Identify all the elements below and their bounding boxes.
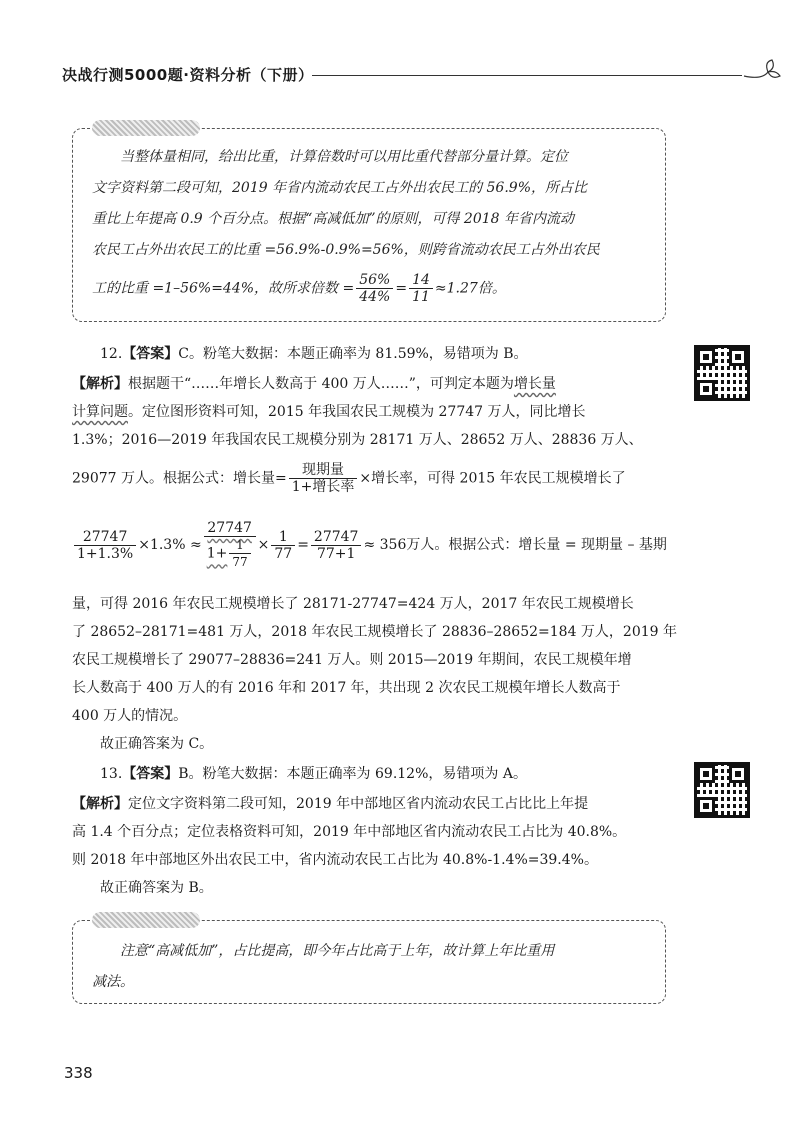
answer-text: B。粉笔大数据：本题正确率为 69.12%，易错项为 A。 bbox=[178, 766, 527, 782]
fraction-numerator: 27747 bbox=[311, 529, 362, 546]
q12-analysis-line-4 bbox=[72, 462, 672, 495]
q12-analysis-line-5 bbox=[72, 520, 672, 570]
tip-box-2-text bbox=[92, 936, 657, 998]
fraction-numerator: 现期量 bbox=[289, 462, 358, 479]
qr-eye bbox=[729, 765, 747, 783]
answer-text: C。粉笔大数据：本题正确率为 81.59%，易错项为 B。 bbox=[178, 346, 528, 362]
tip-1-line-1: 当整体量相同，给出比重，计算倍数时可以用比重代替部分量计算。定位 bbox=[120, 149, 568, 165]
answer-label: 【答案】 bbox=[122, 766, 179, 782]
q12-analysis-line-2 bbox=[72, 398, 672, 426]
header-rule bbox=[312, 75, 742, 76]
analysis-text: ≈ 356万人。根据公式：增长量 = 现期量 – 基期 bbox=[363, 537, 667, 553]
question-number: 12. bbox=[100, 346, 123, 362]
sprout-icon bbox=[742, 58, 782, 88]
question-number: 13. bbox=[100, 766, 123, 782]
book-title: 决战行测5000题·资料分析（下册） bbox=[62, 66, 314, 84]
fraction-denominator: 77+1 bbox=[316, 545, 356, 562]
analysis-text: 定位文字资料第二段可知，2019 年中部地区省内流动农民工占比比上年提 bbox=[128, 796, 589, 812]
fraction-denominator: 77 bbox=[232, 555, 248, 569]
equals-sign: = bbox=[395, 280, 408, 297]
fraction-numerator: 56% bbox=[356, 272, 393, 289]
tip-box-2-tag bbox=[92, 912, 200, 928]
qr-eye bbox=[697, 348, 715, 366]
fraction-denominator bbox=[204, 537, 256, 570]
fraction-denominator: 77 bbox=[274, 545, 293, 562]
analysis-text: ×增长率，可得 2015 年农民工规模增长了 bbox=[359, 470, 626, 487]
wavy-emphasis: 增长量 bbox=[513, 376, 556, 392]
tip-1-line-5-prefix: 工的比重 =1–56%=44%，故所求倍数 = bbox=[92, 280, 355, 297]
q12-analysis-line-6: 量，可得 2016 年农民工规模增长了 28171-27747=424 万人，2017 年农民工规模增长 bbox=[72, 596, 634, 612]
fraction-numerator: 1 bbox=[271, 529, 295, 546]
qr-eye bbox=[697, 765, 715, 783]
fraction-denominator: 1+增长率 bbox=[291, 479, 355, 495]
q13-analysis-line-3: 则 2018 年中部地区外出农民工中，省内流动农民工占比为 40.8%-1.4%=39.4%。 bbox=[72, 852, 598, 868]
fraction-denominator: 44% bbox=[359, 289, 391, 305]
tip-1-line-2: 文字资料第二段可知，2019 年省内流动农民工占外出农民工的 56.9%，所占比 bbox=[92, 180, 588, 196]
qr-code-q13[interactable] bbox=[694, 762, 750, 818]
q12-analysis-line-10: 400 万人的情况。 bbox=[72, 708, 188, 724]
fraction-27747-over-1-plus-1.3 bbox=[74, 529, 136, 562]
analysis-text: 根据题干“……年增长人数高于 400 万人……”，可判定本题为 bbox=[128, 376, 514, 392]
nested-fraction bbox=[229, 537, 250, 570]
q12-analysis-line-9: 长人数高于 400 万人的有 2016 年和 2017 年，共出现 2 次农民工规模年增长人数高于 bbox=[72, 680, 621, 696]
q12-analysis-line-1 bbox=[72, 370, 672, 398]
tip-1-line-4: 农民工占外出农民工的比重 =56.9%-0.9%=56%，则跨省流动农民工占外出农民 bbox=[92, 242, 600, 258]
tip-1-line-5-suffix: ≈1.27倍。 bbox=[434, 280, 506, 297]
fraction-14-11 bbox=[409, 272, 433, 305]
answer-label: 【答案】 bbox=[122, 346, 179, 362]
fraction-numerator: 14 bbox=[409, 272, 433, 289]
q12-analysis-line-7: 了 28652–28171=481 万人，2018 年农民工规模增长了 28836–28652=184 万人，2019 年 bbox=[72, 624, 678, 640]
page-number: 338 bbox=[64, 1064, 93, 1082]
q12-conclusion: 故正确答案为 C。 bbox=[100, 736, 214, 752]
running-header bbox=[62, 58, 762, 88]
fraction-1-over-77 bbox=[271, 529, 295, 562]
analysis-text: 29077 万人。根据公式：增长量= bbox=[72, 470, 287, 487]
q13-analysis-line-2: 高 1.4 个百分点；定位表格资料可知，2019 年中部地区省内流动农民工占比为 40.8%。 bbox=[72, 824, 627, 840]
tip-box-1-tag bbox=[92, 120, 200, 136]
fraction-56-44 bbox=[356, 272, 393, 305]
analysis-text: 。定位图形资料可知，2015 年我国农民工规模为 27747 万人，同比增长 bbox=[128, 404, 586, 420]
qr-eye bbox=[697, 797, 715, 815]
fraction-denominator: 11 bbox=[412, 289, 430, 305]
tip-1-line-5 bbox=[92, 272, 657, 305]
qr-code-q12[interactable] bbox=[694, 345, 750, 401]
fraction-numerator: 27747 bbox=[204, 520, 256, 537]
qr-eye bbox=[729, 348, 747, 366]
math-text: × bbox=[257, 537, 270, 553]
analysis-label: 【解析】 bbox=[72, 796, 128, 812]
math-text: = bbox=[297, 537, 309, 553]
fraction-denominator: 1+1.3% bbox=[77, 545, 134, 562]
formula-fraction bbox=[289, 462, 358, 495]
math-text: ×1.3% ≈ bbox=[138, 537, 202, 553]
q13-answer-line bbox=[100, 760, 700, 788]
tip-1-line-3: 重比上年提高 0.9 个百分点。根据“高减低加”的原则，可得 2018 年省内流动 bbox=[92, 211, 575, 227]
q12-answer-line bbox=[100, 340, 700, 368]
qr-eye bbox=[697, 380, 715, 398]
tip-box-1-text bbox=[92, 142, 657, 305]
tip-2-line-1: 注意“高减低加”，占比提高，即今年占比高于上年，故计算上年比重用 bbox=[120, 943, 555, 959]
fraction-numerator: 1 bbox=[229, 537, 250, 554]
denominator-part: 1+ bbox=[206, 545, 228, 562]
q13-conclusion: 故正确答案为 B。 bbox=[100, 880, 213, 896]
fraction-27747-over-compound bbox=[204, 520, 256, 570]
q12-analysis-line-3: 1.3%；2016—2019 年我国农民工规模分别为 28171 万人、28652 万人、28836 万人、 bbox=[72, 432, 643, 448]
fraction-numerator: 27747 bbox=[74, 529, 136, 546]
fraction-27747-over-78 bbox=[311, 529, 362, 562]
q12-analysis-line-8: 农民工规模增长了 29077–28836=241 万人。则 2015—2019 年期间，农民工规模年增 bbox=[72, 652, 632, 668]
wavy-emphasis: 计算问题 bbox=[72, 404, 128, 420]
analysis-label: 【解析】 bbox=[72, 376, 128, 392]
q13-analysis-line-1 bbox=[72, 790, 672, 818]
tip-2-line-2: 减法。 bbox=[92, 974, 134, 990]
